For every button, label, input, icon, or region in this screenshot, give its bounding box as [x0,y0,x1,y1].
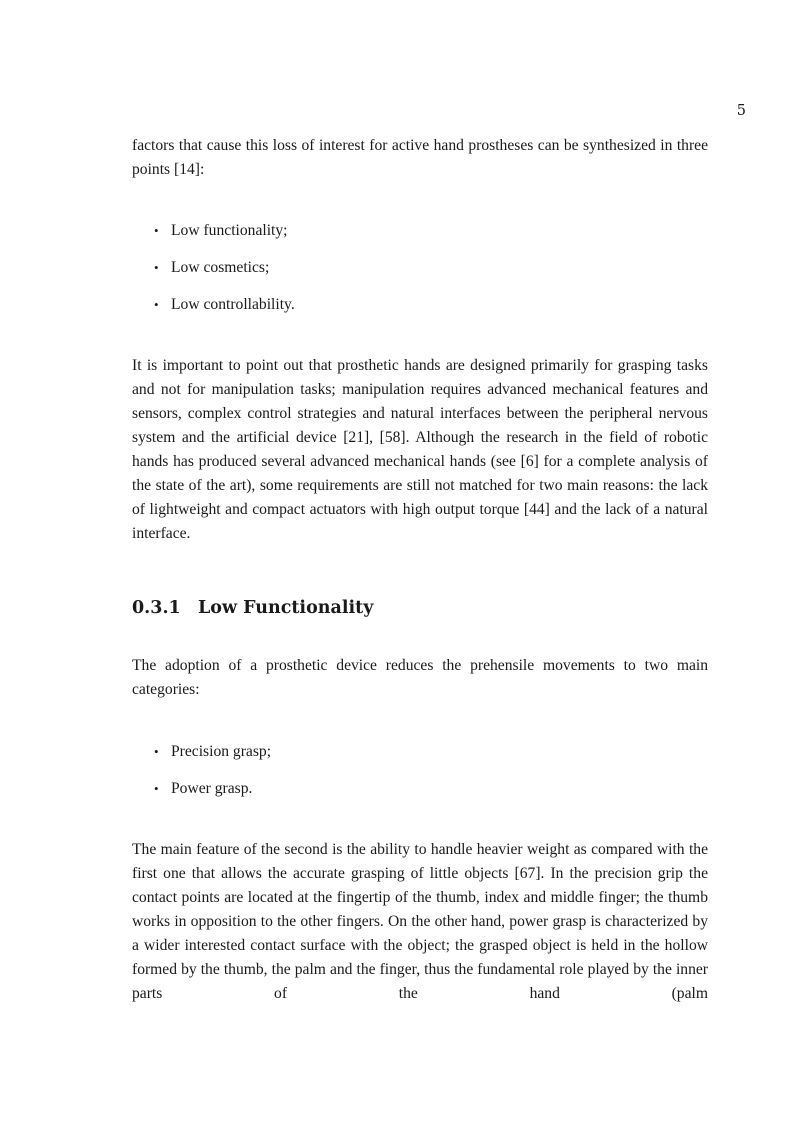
list-item-text: Low functionality; [171,222,288,239]
bullet-icon: • [154,223,159,238]
page-number: 5 [736,103,746,119]
paragraph-grasp-comparison: The main feature of the second is the ability to handle heavier weight as compared with the first one that allows the accurate grasping of little objects [67]. In the precision grip the contact points are located at the fingertip of the thumb, index and middle finger; the thumb works in opposition to the other fingers. On the other hand, power grasp is characterized by a wider interested contact surface with the object; the grasped object is held in the hollow formed by the thumb, the palm and the finger, thus the fundamental role played by the inner parts of the hand (palm [132,841,708,1002]
grasp-types-list [154,740,714,814]
paragraph-intro: factors that cause this loss of interest for active hand prostheses can be synthesized in three points [14]: [132,137,708,178]
list-item [154,219,714,256]
bullet-icon: • [154,297,159,312]
list-item [154,293,714,330]
limitations-list [154,219,714,330]
list-item-text: Low cosmetics; [171,259,270,276]
list-item-text: Low controllability. [171,296,295,313]
paragraph-manipulation: It is important to point out that prosthetic hands are designed primarily for grasping tasks and not for manipulation tasks; manipulation requires advanced mechanical features and sensors, complex control strategies and natural interfaces between the peripheral nervous system and the artificial device [21], [58]. Although the research in the field of robotic hands has produced several advanced mechanical hands (see [6] for a complete analysis of the state of the art), some requirements are still not matched for two main reasons: the lack of lightweight and compact actuators with high output torque [44] and the lack of a natural interface. [132,357,708,542]
bullet-icon: • [154,781,159,796]
bullet-icon: • [154,744,159,759]
list-item-text: Precision grasp; [171,743,272,760]
paragraph-adoption: The adoption of a prosthetic device reduces the prehensile movements to two main categories: [132,657,708,698]
section-number: 0.3.1 [132,598,181,618]
list-item-text: Power grasp. [171,780,253,797]
list-item [154,777,714,814]
section-heading [132,594,373,622]
list-item [154,256,714,293]
list-item [154,740,714,777]
bullet-icon: • [154,260,159,275]
section-title: Low Functionality [198,598,374,618]
